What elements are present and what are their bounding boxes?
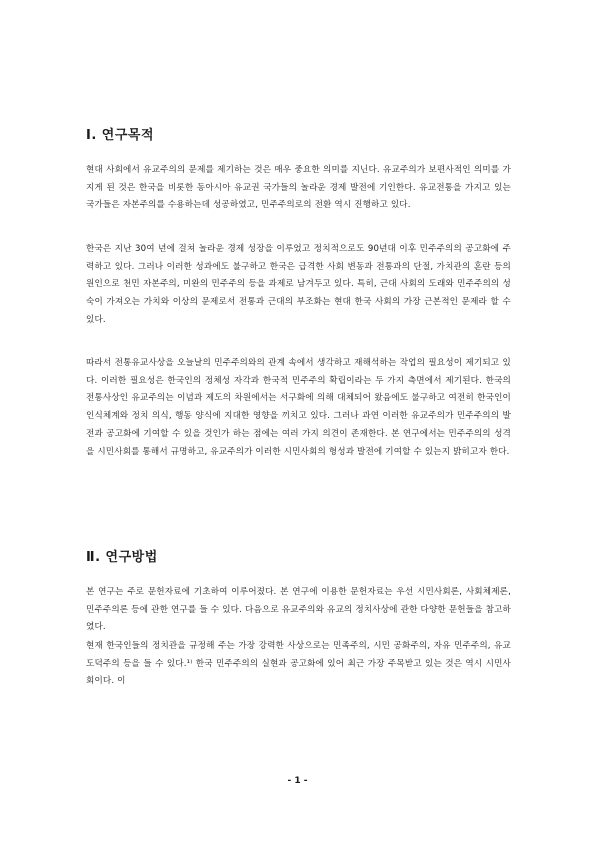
- paragraph-purpose-2: 한국은 지난 30여 년에 걸쳐 놀라운 경제 성장을 이루었고 정치적으로도 90년대 이후 민주주의의 공고화에 주력하고 있다. 그러나 이러한 성과에도 불구하고 한국은 급격한 사회 변동과 전통과의 단절, 가치관의 혼란 등의 원인으로 천민 자본주의, 미완의 민주주의 등을 과제로 남겨두고 있다. 특히, 근대 사회의 도래와 민주주의의 성숙이 가져오는 가치와 이상의 문제로서 전통과 근대의 부조화는 현대 한국 사회의 가장 근본적인 문제라 할 수 있다.: [86, 244, 511, 325]
- page-number: - 1 -: [287, 776, 308, 786]
- section-heading-research-method: Ⅱ. 연구방법: [86, 550, 158, 565]
- section-heading-research-purpose: Ⅰ. 연구목적: [86, 128, 155, 143]
- paragraph-purpose-1: 현대 사회에서 유교주의의 문제를 제기하는 것은 매우 중요한 의미를 지닌다. 유교주의가 보편사적인 의미를 가지게 된 것은 한국을 비롯한 동아시아 유교권 국가들의 놀라운 경제 발전에 기인한다. 유교전통을 가지고 있는 국가들은 자본주의를 수용하는데 성공하였고, 민주주의로의 전환 역시 진행하고 있다.: [86, 165, 511, 211]
- paragraph-method-1: 본 연구는 주로 문헌자료에 기초하여 이루어졌다. 본 연구에 이용한 문헌자료는 우선 시민사회론, 사회체제론, 민주주의론 등에 관한 연구를 들 수 있다. 다음으로 유교주의와 유교의 정치사상에 관한 다양한 문헌들을 참고하였다.: [86, 587, 511, 633]
- paragraph-purpose-3: 따라서 전통유교사상을 오늘날의 민주주의와의 관계 속에서 생각하고 재해석하는 작업의 필요성이 제기되고 있다. 이러한 필요성은 한국인의 정체성 자각과 한국적 민주주의 확립이라는 두 가지 측면에서 제기된다. 한국의 전통사상인 유교주의는 이념과 제도의 차원에서는 서구화에 의해 대체되어 왔음에도 불구하고 여전히 한국인이 인식체계와 정치 의식, 행동 양식에 지대한 영향을 끼치고 있다. 그러나 과연 이러한 유교주의가 민주주의의 발전과 공고화에 기여할 수 있을 것인가 하는 점에는 여러 가지 의견이 존재한다. 본 연구에서는 민주주의의 성격을 시민사회를 통해서 규명하고, 유교주의가 이러한 시민사회의 형성과 발전에 기여할 수 있는지 밝히고자 한다.: [86, 358, 511, 457]
- paragraph-method-2: 현재 한국인들의 정치관을 규정해 주는 가장 강력한 사상으로는 민족주의, 시민 공화주의, 자유 민주주의, 유교 도덕주의 등을 들 수 있다.¹⁾ 한국 민주주의의 실현과 공고화에 있어 최근 가장 주목받고 있는 것은 역시 시민사회이다. 이: [86, 641, 511, 687]
